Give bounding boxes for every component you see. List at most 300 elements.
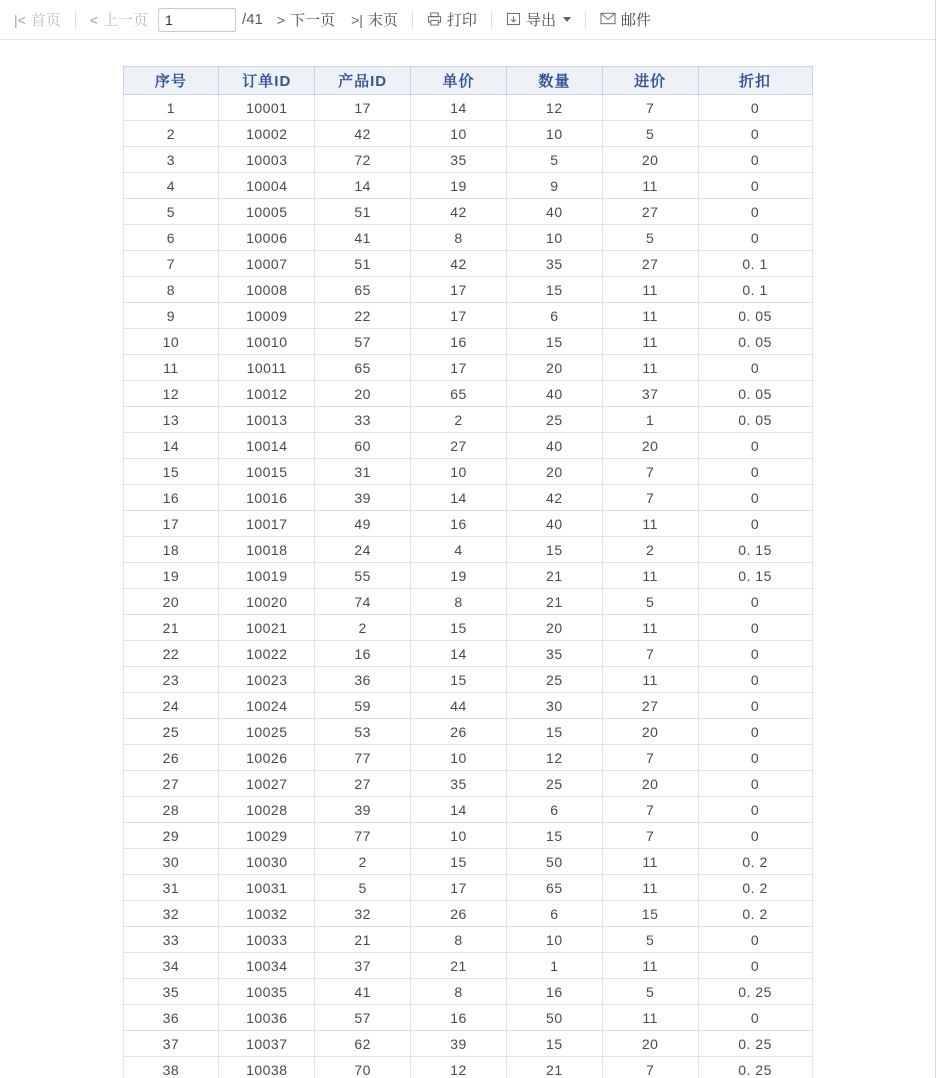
table-row [123, 641, 812, 667]
table-cell: 23 [123, 667, 219, 693]
table-cell: 6 [506, 901, 602, 927]
last-page-label: 末页 [367, 12, 398, 29]
table-cell: 40 [506, 511, 602, 537]
table-cell: 19 [123, 563, 219, 589]
table-cell: 10010 [219, 329, 315, 355]
table-cell: 0 [698, 511, 812, 537]
table-cell: 8 [411, 225, 507, 251]
table-cell: 21 [506, 563, 602, 589]
table-cell: 0. 05 [698, 329, 812, 355]
table-cell: 0. 2 [698, 875, 812, 901]
table-cell: 10026 [219, 745, 315, 771]
column-header-quantity: 数量 [506, 67, 602, 95]
table-row [123, 667, 812, 693]
table-cell: 5 [315, 875, 411, 901]
table-cell: 16 [506, 979, 602, 1005]
table-cell: 15 [411, 615, 507, 641]
table-cell: 5 [506, 147, 602, 173]
table-cell: 15 [123, 459, 219, 485]
table-cell: 57 [315, 1005, 411, 1031]
table-cell: 11 [602, 173, 698, 199]
table-cell: 10038 [219, 1057, 315, 1078]
table-cell: 65 [315, 355, 411, 381]
table-row [123, 771, 812, 797]
table-cell: 0 [698, 355, 812, 381]
table-cell: 22 [123, 641, 219, 667]
table-cell: 10018 [219, 537, 315, 563]
table-cell: 10025 [219, 719, 315, 745]
table-cell: 10005 [219, 199, 315, 225]
table-cell: 12 [411, 1057, 507, 1078]
table-cell: 10033 [219, 927, 315, 953]
table-cell: 21 [123, 615, 219, 641]
column-header-cost: 进价 [602, 67, 698, 95]
last-page-icon: >| [351, 11, 363, 28]
column-header-unit-price: 单价 [411, 67, 507, 95]
table-cell: 0 [698, 199, 812, 225]
table-row [123, 797, 812, 823]
table-row [123, 225, 812, 251]
table-cell: 10001 [219, 95, 315, 121]
total-pages-label: /41 [242, 11, 263, 28]
table-cell: 25 [506, 667, 602, 693]
table-cell: 27 [411, 433, 507, 459]
table-row [123, 927, 812, 953]
table-cell: 65 [506, 875, 602, 901]
table-cell: 0 [698, 615, 812, 641]
export-label: 导出 [525, 12, 556, 29]
table-cell: 10023 [219, 667, 315, 693]
table-cell: 0. 1 [698, 277, 812, 303]
table-cell: 12 [506, 745, 602, 771]
table-row [123, 329, 812, 355]
table-cell: 15 [506, 1031, 602, 1057]
table-cell: 35 [506, 251, 602, 277]
table-cell: 15 [506, 329, 602, 355]
chevron-down-icon[interactable] [563, 17, 571, 22]
table-cell: 13 [123, 407, 219, 433]
table-cell: 20 [315, 381, 411, 407]
table-row [123, 537, 812, 563]
table-cell: 37 [123, 1031, 219, 1057]
table-row [123, 745, 812, 771]
table-cell: 65 [411, 381, 507, 407]
table-cell: 41 [315, 225, 411, 251]
table-cell: 2 [315, 849, 411, 875]
table-cell: 39 [315, 797, 411, 823]
table-cell: 14 [411, 485, 507, 511]
table-cell: 36 [315, 667, 411, 693]
table-cell: 0 [698, 459, 812, 485]
table-cell: 51 [315, 251, 411, 277]
table-cell: 0. 05 [698, 303, 812, 329]
table-cell: 27 [123, 771, 219, 797]
table-cell: 0 [698, 485, 812, 511]
table-row [123, 849, 812, 875]
table-cell: 21 [506, 1057, 602, 1078]
table-cell: 42 [411, 199, 507, 225]
print-label: 打印 [446, 12, 477, 29]
table-cell: 10013 [219, 407, 315, 433]
table-cell: 62 [315, 1031, 411, 1057]
table-cell: 8 [411, 589, 507, 615]
prev-page-label: 上一页 [103, 12, 149, 29]
table-cell: 10 [506, 225, 602, 251]
table-cell: 12 [506, 95, 602, 121]
table-cell: 77 [315, 745, 411, 771]
table-cell: 55 [315, 563, 411, 589]
table-cell: 65 [315, 277, 411, 303]
table-cell: 21 [315, 927, 411, 953]
table-cell: 50 [506, 1005, 602, 1031]
table-cell: 21 [506, 589, 602, 615]
table-cell: 20 [602, 719, 698, 745]
next-page-label: 下一页 [290, 12, 336, 29]
table-cell: 1 [123, 95, 219, 121]
table-cell: 42 [506, 485, 602, 511]
table-cell: 0 [698, 173, 812, 199]
export-icon [506, 12, 521, 28]
table-cell: 7 [602, 95, 698, 121]
table-cell: 10028 [219, 797, 315, 823]
table-cell: 14 [411, 95, 507, 121]
table-row [123, 1031, 812, 1057]
toolbar-divider [75, 11, 76, 29]
table-cell: 10 [411, 745, 507, 771]
table-row [123, 823, 812, 849]
table-cell: 16 [411, 511, 507, 537]
table-row [123, 303, 812, 329]
table-cell: 25 [123, 719, 219, 745]
table-cell: 17 [411, 355, 507, 381]
table-row [123, 1057, 812, 1078]
table-cell: 5 [602, 121, 698, 147]
mail-label: 邮件 [620, 12, 651, 29]
page-number-input[interactable] [158, 8, 236, 32]
table-cell: 74 [315, 589, 411, 615]
table-cell: 1 [506, 953, 602, 979]
table-cell: 20 [506, 355, 602, 381]
table-cell: 70 [315, 1057, 411, 1078]
table-cell: 2 [602, 537, 698, 563]
table-cell: 1 [602, 407, 698, 433]
table-cell: 0. 2 [698, 849, 812, 875]
table-cell: 10 [506, 927, 602, 953]
table-cell: 27 [602, 199, 698, 225]
table-cell: 12 [123, 381, 219, 407]
table-cell: 17 [123, 511, 219, 537]
table-cell: 20 [506, 459, 602, 485]
table-cell: 10029 [219, 823, 315, 849]
table-cell: 51 [315, 199, 411, 225]
table-cell: 20 [602, 771, 698, 797]
table-row [123, 875, 812, 901]
table-cell: 59 [315, 693, 411, 719]
table-row [123, 121, 812, 147]
table-row [123, 95, 812, 121]
table-cell: 19 [411, 173, 507, 199]
table-cell: 41 [315, 979, 411, 1005]
table-cell: 17 [411, 875, 507, 901]
next-page-icon: > [276, 11, 286, 28]
table-cell: 27 [315, 771, 411, 797]
table-cell: 50 [506, 849, 602, 875]
table-cell: 57 [315, 329, 411, 355]
table-cell: 0. 2 [698, 901, 812, 927]
table-cell: 4 [123, 173, 219, 199]
first-page-icon: |< [14, 11, 26, 28]
table-cell: 35 [411, 147, 507, 173]
table-cell: 0 [698, 953, 812, 979]
table-cell: 7 [602, 641, 698, 667]
table-cell: 10009 [219, 303, 315, 329]
table-cell: 20 [602, 147, 698, 173]
report-toolbar [0, 0, 935, 40]
table-cell: 4 [411, 537, 507, 563]
table-cell: 0 [698, 589, 812, 615]
table-cell: 37 [315, 953, 411, 979]
table-cell: 6 [123, 225, 219, 251]
table-row [123, 147, 812, 173]
table-cell: 11 [602, 875, 698, 901]
table-cell: 10019 [219, 563, 315, 589]
table-cell: 31 [315, 459, 411, 485]
table-cell: 20 [602, 433, 698, 459]
table-row [123, 615, 812, 641]
table-cell: 16 [315, 641, 411, 667]
table-cell: 9 [123, 303, 219, 329]
column-header-seq: 序号 [123, 67, 219, 95]
table-cell: 10035 [219, 979, 315, 1005]
table-cell: 11 [602, 1005, 698, 1031]
table-cell: 19 [411, 563, 507, 589]
table-cell: 17 [315, 95, 411, 121]
table-cell: 31 [123, 875, 219, 901]
table-cell: 14 [315, 173, 411, 199]
table-cell: 5 [602, 927, 698, 953]
first-page-label: 首页 [30, 12, 61, 29]
table-cell: 7 [602, 459, 698, 485]
table-cell: 0 [698, 95, 812, 121]
table-cell: 0 [698, 797, 812, 823]
table-cell: 42 [315, 121, 411, 147]
table-cell: 6 [506, 797, 602, 823]
table-cell: 3 [123, 147, 219, 173]
table-cell: 0. 25 [698, 979, 812, 1005]
table-row [123, 901, 812, 927]
table-cell: 10 [411, 121, 507, 147]
table-cell: 8 [123, 277, 219, 303]
export-button[interactable] [498, 6, 579, 33]
table-cell: 0. 05 [698, 381, 812, 407]
next-page-button[interactable] [269, 6, 343, 33]
table-cell: 10022 [219, 641, 315, 667]
table-cell: 35 [411, 771, 507, 797]
table-cell: 8 [411, 927, 507, 953]
table-cell: 10024 [219, 693, 315, 719]
table-cell: 11 [602, 511, 698, 537]
table-cell: 0. 1 [698, 251, 812, 277]
table-cell: 0 [698, 719, 812, 745]
table-cell: 24 [123, 693, 219, 719]
table-cell: 30 [506, 693, 602, 719]
table-cell: 11 [602, 615, 698, 641]
table-row [123, 511, 812, 537]
table-cell: 11 [123, 355, 219, 381]
toolbar-divider-2 [412, 11, 413, 29]
table-cell: 28 [123, 797, 219, 823]
table-row [123, 979, 812, 1005]
table-cell: 10002 [219, 121, 315, 147]
table-cell: 17 [411, 303, 507, 329]
table-cell: 10004 [219, 173, 315, 199]
table-cell: 27 [602, 251, 698, 277]
table-row [123, 485, 812, 511]
table-cell: 77 [315, 823, 411, 849]
table-cell: 22 [315, 303, 411, 329]
table-cell: 21 [411, 953, 507, 979]
table-cell: 0. 15 [698, 537, 812, 563]
table-cell: 39 [315, 485, 411, 511]
table-body [123, 95, 812, 1078]
table-cell: 0 [698, 771, 812, 797]
table-cell: 5 [602, 979, 698, 1005]
table-cell: 7 [602, 797, 698, 823]
column-header-product-id: 产品ID [315, 67, 411, 95]
table-cell: 5 [123, 199, 219, 225]
toolbar-divider-4 [585, 11, 586, 29]
table-row [123, 589, 812, 615]
table-row [123, 953, 812, 979]
mail-button[interactable] [592, 6, 659, 33]
table-cell: 10007 [219, 251, 315, 277]
table-row [123, 251, 812, 277]
table-cell: 33 [123, 927, 219, 953]
table-row [123, 693, 812, 719]
table-cell: 0 [698, 121, 812, 147]
table-cell: 7 [123, 251, 219, 277]
table-cell: 10012 [219, 381, 315, 407]
table-cell: 10027 [219, 771, 315, 797]
table-cell: 11 [602, 303, 698, 329]
table-cell: 20 [506, 615, 602, 641]
table-cell: 11 [602, 849, 698, 875]
table-cell: 2 [315, 615, 411, 641]
table-cell: 5 [602, 225, 698, 251]
table-cell: 16 [411, 1005, 507, 1031]
table-cell: 0. 25 [698, 1031, 812, 1057]
table-cell: 16 [123, 485, 219, 511]
table-cell: 11 [602, 277, 698, 303]
table-cell: 34 [123, 953, 219, 979]
table-cell: 20 [602, 1031, 698, 1057]
table-cell: 8 [411, 979, 507, 1005]
table-cell: 2 [411, 407, 507, 433]
table-header-row [123, 67, 812, 95]
table-cell: 15 [411, 849, 507, 875]
table-cell: 11 [602, 563, 698, 589]
table-cell: 15 [506, 823, 602, 849]
table-cell: 40 [506, 433, 602, 459]
table-cell: 10020 [219, 589, 315, 615]
table-cell: 16 [411, 329, 507, 355]
table-cell: 35 [506, 641, 602, 667]
table-cell: 36 [123, 1005, 219, 1031]
table-cell: 10037 [219, 1031, 315, 1057]
prev-page-button[interactable] [82, 6, 156, 33]
table-cell: 32 [315, 901, 411, 927]
table-cell: 20 [123, 589, 219, 615]
table-cell: 0 [698, 641, 812, 667]
last-page-button[interactable] [343, 6, 406, 33]
table-cell: 11 [602, 355, 698, 381]
table-cell: 11 [602, 953, 698, 979]
table-cell: 0 [698, 433, 812, 459]
table-cell: 7 [602, 485, 698, 511]
table-cell: 0 [698, 667, 812, 693]
toolbar-divider-3 [491, 11, 492, 29]
table-cell: 10008 [219, 277, 315, 303]
table-cell: 0 [698, 225, 812, 251]
orders-table [123, 66, 813, 1078]
table-row [123, 355, 812, 381]
table-cell: 30 [123, 849, 219, 875]
table-cell: 40 [506, 199, 602, 225]
first-page-button[interactable] [6, 6, 69, 33]
table-cell: 2 [123, 121, 219, 147]
table-cell: 37 [602, 381, 698, 407]
printer-icon [427, 12, 442, 28]
table-cell: 10 [411, 459, 507, 485]
table-cell: 7 [602, 1057, 698, 1078]
table-cell: 15 [602, 901, 698, 927]
table-cell: 10036 [219, 1005, 315, 1031]
table-cell: 6 [506, 303, 602, 329]
table-cell: 72 [315, 147, 411, 173]
report-body [0, 40, 935, 1078]
table-cell: 26 [123, 745, 219, 771]
table-cell: 25 [506, 771, 602, 797]
table-cell: 40 [506, 381, 602, 407]
table-cell: 18 [123, 537, 219, 563]
table-row [123, 277, 812, 303]
table-cell: 15 [506, 719, 602, 745]
table-cell: 35 [123, 979, 219, 1005]
print-button[interactable] [419, 6, 485, 33]
table-row [123, 173, 812, 199]
table-row [123, 1005, 812, 1031]
table-cell: 24 [315, 537, 411, 563]
table-cell: 7 [602, 823, 698, 849]
table-cell: 10 [506, 121, 602, 147]
table-cell: 39 [411, 1031, 507, 1057]
table-row [123, 407, 812, 433]
table-cell: 0 [698, 823, 812, 849]
table-cell: 15 [411, 667, 507, 693]
table-cell: 42 [411, 251, 507, 277]
column-header-discount: 折扣 [698, 67, 812, 95]
table-cell: 10003 [219, 147, 315, 173]
table-row [123, 381, 812, 407]
table-cell: 10031 [219, 875, 315, 901]
table-row [123, 459, 812, 485]
table-cell: 9 [506, 173, 602, 199]
table-cell: 26 [411, 901, 507, 927]
table-row [123, 719, 812, 745]
envelope-icon [600, 12, 616, 27]
table-cell: 17 [411, 277, 507, 303]
table-cell: 10017 [219, 511, 315, 537]
